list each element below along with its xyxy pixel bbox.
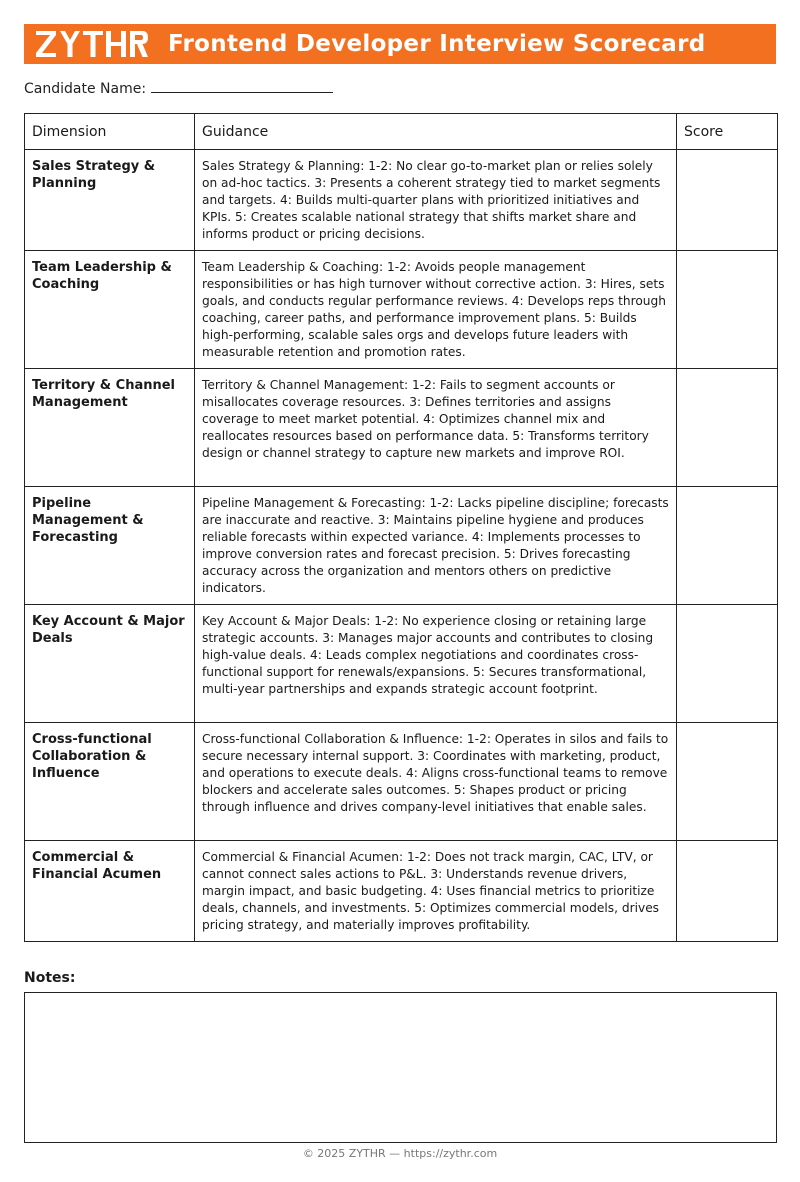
dimension-cell: Pipeline Management & Forecasting [25, 487, 195, 605]
guidance-cell: Team Leadership & Coaching: 1-2: Avoids people management responsibilities or has high turnover without corrective action. 3: Hires, sets goals, and conducts regular performance reviews. 4: Develops reps through coaching, career paths, and performance improvement plans. 5: Builds high-performing, scalable sales orgs and develops future leaders with measurable retention and promotion rates. [195, 251, 677, 369]
dimension-cell: Cross-functional Collaboration & Influence [25, 723, 195, 841]
guidance-cell: Sales Strategy & Planning: 1-2: No clear go-to-market plan or relies solely on ad-hoc tactics. 3: Presents a coherent strategy tied to market segments and targets. 4: Builds multi-quarter plans with prioritized initiatives and KPIs. 5: Creates scalable national strategy that shifts market share and informs product or pricing decisions. [195, 150, 677, 251]
score-column-header: Score [677, 114, 778, 150]
dimension-column-header: Dimension [25, 114, 195, 150]
table-header-row [25, 114, 778, 150]
guidance-cell: Territory & Channel Management: 1-2: Fails to segment accounts or misallocates coverage resources. 3: Defines territories and assigns coverage to meet market potential. 4: Optimizes channel mix and reallocates resources based on performance data. 5: Transforms territory design or channel strategy to capture new markets and improve ROI. [195, 369, 677, 487]
dimension-cell: Sales Strategy & Planning [25, 150, 195, 251]
guidance-column-header: Guidance [195, 114, 677, 150]
footer-text: © 2025 ZYTHR — https://zythr.com [302, 1147, 498, 1160]
score-cell[interactable] [677, 487, 778, 605]
table-row [25, 841, 778, 942]
page-title: Frontend Developer Interview Scorecard [168, 31, 706, 57]
dimension-cell: Key Account & Major Deals [25, 605, 195, 723]
dimension-cell: Territory & Channel Management [25, 369, 195, 487]
score-cell[interactable] [677, 150, 778, 251]
table-row [25, 369, 778, 487]
candidate-name-row [24, 78, 333, 97]
dimension-cell: Team Leadership & Coaching [25, 251, 195, 369]
guidance-cell: Pipeline Management & Forecasting: 1-2: Lacks pipeline discipline; forecasts are inaccurate and reactive. 3: Maintains pipeline hygiene and produces reliable forecasts within expected variance. 4: Implements processes to improve conversion rates and forecast precision. 5: Drives forecasting accuracy across the organization and mentors others on predictive indicators. [195, 487, 677, 605]
score-cell[interactable] [677, 841, 778, 942]
score-cell[interactable] [677, 369, 778, 487]
table-row [25, 150, 778, 251]
notes-label: Notes: [24, 970, 76, 986]
zythr-logo [36, 31, 148, 57]
table-row [25, 605, 778, 723]
guidance-cell: Cross-functional Collaboration & Influence: 1-2: Operates in silos and fails to secure necessary internal support. 3: Coordinates with marketing, product, and operations to execute deals. 4: Aligns cross-functional teams to remove blockers and accelerate sales outcomes. 5: Shapes product or pricing through influence and drives company-level initiatives that enable sales. [195, 723, 677, 841]
notes-box[interactable] [24, 992, 777, 1143]
score-cell[interactable] [677, 605, 778, 723]
header-bar [24, 24, 776, 64]
table-row [25, 723, 778, 841]
table-row [25, 487, 778, 605]
guidance-cell: Key Account & Major Deals: 1-2: No experience closing or retaining large strategic accounts. 3: Manages major accounts and contributes to closing high-value deals. 4: Leads complex negotiations and coordinates cross-functional support for renewals/expansions. 5: Secures transformational, multi-year partnerships and expands strategic account footprint. [195, 605, 677, 723]
candidate-name-line[interactable] [151, 78, 333, 93]
score-cell[interactable] [677, 251, 778, 369]
score-cell[interactable] [677, 723, 778, 841]
candidate-name-label: Candidate Name: [24, 81, 147, 97]
table-row [25, 251, 778, 369]
guidance-cell: Commercial & Financial Acumen: 1-2: Does not track margin, CAC, LTV, or cannot connect sales actions to P&L. 3: Understands revenue drivers, margin impact, and basic budgeting. 4: Uses financial metrics to prioritize deals, channels, and investments. 5: Optimizes commercial models, drives pricing strategy, and materially improves profitability. [195, 841, 677, 942]
dimension-cell: Commercial & Financial Acumen [25, 841, 195, 942]
scorecard-table [24, 113, 778, 942]
